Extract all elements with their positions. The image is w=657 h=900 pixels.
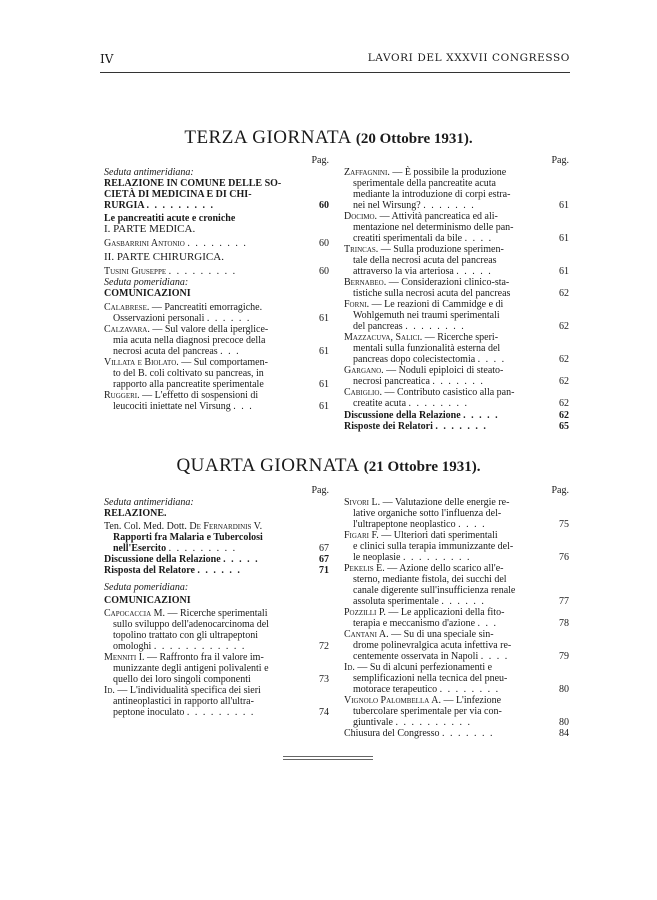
toc-entry: Risposta del Relatore . . . . . . 71 xyxy=(104,565,329,576)
toc-entry: Sivori L. — Valutazione delle energie re- lative organiche sotto l'influenza del- l'ultrapeptone neoplastico . . . . 75 xyxy=(344,497,569,530)
end-rule xyxy=(283,759,373,760)
toc-entry: Calzavara. — Sul valore della iperglice- mia acuta nella diagnosi precoce della necrosi acuta del pancreas . . . 61 xyxy=(104,324,329,357)
pag-label: Pag. xyxy=(311,485,329,496)
toc-entry: Mazzacuva, Salici. — Ricerche speri- mentali sulla funzionalità esterna del pancreas dopo colecistectomia . . . . 62 xyxy=(344,332,569,365)
pag-label: Pag. xyxy=(551,155,569,166)
end-rule xyxy=(283,756,373,757)
header-rule xyxy=(100,72,570,73)
page-number: IV xyxy=(100,52,114,66)
comunicazioni-heading: COMUNICAZIONI xyxy=(104,595,191,606)
toc-entry: Calabrese. — Pancreatiti emorragiche. Osservazioni personali . . . . . . 61 xyxy=(104,302,329,324)
toc-entry: Id. — L'individualità specifica dei sieri antineoplastici in rapporto all'ultra- peptone inoculato . . . . . . . . . 74 xyxy=(104,685,329,718)
running-header xyxy=(100,52,570,68)
parte-medica: I. PARTE MEDICA. xyxy=(104,223,196,235)
toc-entry: Trincas. — Sulla produzione sperimen- tale della necrosi acuta del pancreas attraverso la via arteriosa . . . . . 61 xyxy=(344,244,569,277)
topic: Le pancreatiti acute e croniche xyxy=(104,213,236,224)
quarta-left-column xyxy=(104,485,329,718)
section-title-quarta: QUARTA GIORNATA (21 Ottobre 1931). xyxy=(176,455,481,476)
toc-entry: Menniti I. — Raffronto fra il valore im- munizzante degli antigeni polivalenti e quello dei loro singoli componenti 73 xyxy=(104,652,329,685)
toc-entry: Risposte dei Relatori . . . . . . . 65 xyxy=(344,421,569,432)
toc-entry: Id. — Su di alcuni perfezionamenti e semplificazioni nella tecnica del pneu- motorace terapeutico . . . . . . . . 80 xyxy=(344,662,569,695)
toc-entry: Cabiglio. — Contributo casistico alla pan- creatite acuta . . . . . . . . 62 xyxy=(344,387,569,409)
section-title-terza: TERZA GIORNATA (20 Ottobre 1931). xyxy=(184,127,473,148)
toc-entry: Discussione della Relazione . . . . . 62 xyxy=(344,410,569,421)
toc-entry: Pozzilli P. — Le applicazioni della fito- terapia e meccanismo d'azione . . . 78 xyxy=(344,607,569,629)
toc-entry: Vignolo Palombella A. — L'infezione tubercolare sperimentale per via con- giuntivale . . . . . . . . . . 80 xyxy=(344,695,569,728)
toc-entry: Ten. Col. Med. Dott. De Fernardinis V. Rapporti fra Malaria e Tubercolosi nell'Esercito . . . . . . . . . 67 xyxy=(104,521,329,554)
toc-entry: Gasbarrini Antonio . . . . . . . . 60 xyxy=(104,238,329,249)
seduta-antimeridiana: Seduta antimeridiana: xyxy=(104,167,194,178)
quarta-right-column xyxy=(344,485,569,739)
pag-label: Pag. xyxy=(311,155,329,166)
parte-chirurgica: II. PARTE CHIRURGICA. xyxy=(104,251,224,263)
seduta-pomeridiana: Seduta pomeridiana: xyxy=(104,582,189,593)
toc-entry: Tusini Giuseppe . . . . . . . . . 60 xyxy=(104,266,329,277)
toc-entry: Docimo. — Attività pancreatica ed ali- mentazione nel determinismo delle pan- creatiti sperimentali da bile . . . . 61 xyxy=(344,211,569,244)
toc-entry: Pekelis E. — Azione dello scarico all'e- sterno, mediante fistola, dei succhi del canale digerente sull'insufficienza renale assoluta sperimentale . . . . . . 77 xyxy=(344,563,569,607)
toc-entry: Chiusura del Congresso . . . . . . . 84 xyxy=(344,728,569,739)
toc-entry: Capocaccia M. — Ricerche sperimentali sullo sviluppo dell'adenocarcinoma del topolino trattato con gli ultrapeptoni omologhi . . . . . . . . . . . . 72 xyxy=(104,608,329,652)
pag-label: Pag. xyxy=(551,485,569,496)
toc-entry: Forni. — Le reazioni di Cammidge e di Wohlgemuth nei traumi sperimentali del pancreas . . . . . . . . 62 xyxy=(344,299,569,332)
seduta-pomeridiana: Seduta pomeridiana: xyxy=(104,277,189,288)
seduta-antimeridiana: Seduta antimeridiana: xyxy=(104,497,194,508)
comunicazioni-heading: COMUNICAZIONI xyxy=(104,288,191,299)
toc-entry: Villata e Biolato. — Sul comportamen- to del B. coli coltivato su pancreas, in rapporto alla pancreatite sperimentale 61 xyxy=(104,357,329,390)
relazione-heading: RELAZIONE. xyxy=(104,508,167,519)
toc-entry: Discussione della Relazione . . . . . 67 xyxy=(104,554,329,565)
toc-entry: Ruggeri. — L'effetto di sospensioni di leucociti iniettate nel Virsung . . . 61 xyxy=(104,390,329,412)
terza-left-column xyxy=(104,155,329,412)
toc-entry: Gargano. — Noduli epiploici di steato- necrosi pancreatica . . . . . . . 62 xyxy=(344,365,569,387)
terza-right-column xyxy=(344,155,569,432)
toc-entry: Zaffagnini. — È possibile la produzione sperimentale della pancreatite acuta mediante la introduzione di corpi estra- nei nel Wirsung? . . . . . . . 61 xyxy=(344,167,569,211)
relazione-heading: RELAZIONE IN COMUNE DELLE SO- CIETÀ DI MEDICINA E DI CHI- RURGIA . . . . . . . . . 60 xyxy=(104,178,329,211)
running-title: LAVORI DEL XXXVII CONGRESSO xyxy=(367,52,570,64)
toc-entry: Cantani A. — Su di una speciale sin- drome polinevralgica acuta infettiva re- centemente osservata in Napoli . . . . 79 xyxy=(344,629,569,662)
toc-entry: Figari F. — Ulteriori dati sperimentali e clinici sulla terapia immunizzante del- le neoplasie . . . . . . . . . 76 xyxy=(344,530,569,563)
toc-entry: Bernabeo. — Considerazioni clinico-sta- tistiche sulla necrosi acuta del pancreas 62 xyxy=(344,277,569,299)
